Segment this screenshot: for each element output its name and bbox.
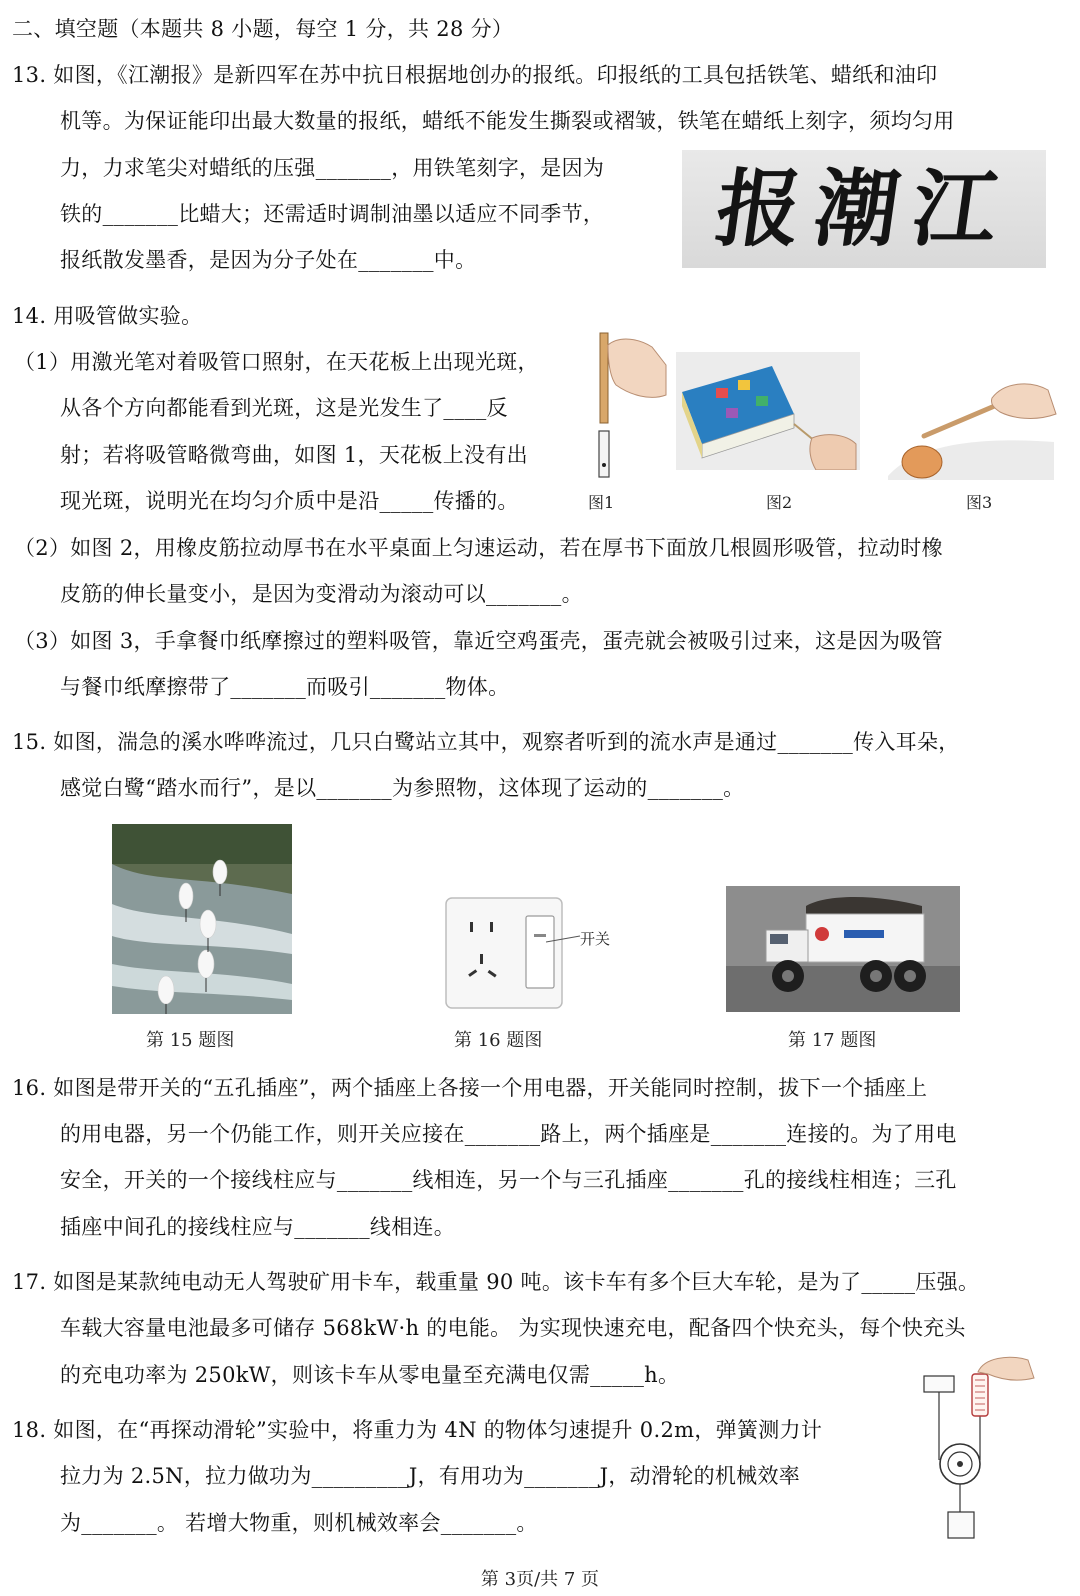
jiangchao-newspaper-title-image [682, 150, 1046, 268]
page-footer: 第 3页/共 7 页 [480, 1569, 600, 1590]
q14-line-1: 14. 用吸管做实验。 [12, 304, 203, 328]
q17-line-1: 17. 如图是某款纯电动无人驾驶矿用卡车，载重量 90 吨。该卡车有多个巨大车轮，是为了_____压强。 [12, 1270, 980, 1294]
figure-3-straw-eggshell [884, 376, 1060, 484]
q13-line-3: 力，力求笔尖对蜡纸的压强_______，用铁笔刻字，是因为 [60, 156, 605, 180]
figure-1-straw [590, 325, 670, 485]
section-header: 二、填空题（本题共 8 小题，每空 1 分，共 28 分） [12, 17, 514, 41]
q17-line-2: 车载大容量电池最多可储存 568kW·h 的电能。 为实现快速充电，配备四个快充头，每个快充头 [60, 1316, 966, 1340]
switch-label: 开关 [580, 930, 611, 948]
q14-part3-line-2: 与餐巾纸摩擦带了_______而吸引_______物体。 [60, 675, 510, 699]
figure-16-caption: 第 16 题图 [454, 1030, 543, 1051]
q15-line-2: 感觉白鹭“踏水而行”，是以_______为参照物，这体现了运动的_______。 [60, 776, 745, 800]
q14-part1-line-4: 现光斑，说明光在均匀介质中是沿_____传播的。 [60, 489, 519, 513]
figure-16-five-hole-socket [444, 892, 568, 1012]
figure-17-mining-truck [726, 886, 960, 1012]
q16-line-1: 16. 如图是带开关的“五孔插座”，两个插座上各接一个用电器，开关能同时控制，拔下一个插座上 [12, 1076, 928, 1100]
q13-line-5: 报纸散发墨香，是因为分子处在_______中。 [60, 248, 477, 272]
figure-3-label: 图3 [966, 493, 993, 512]
q14-part1-line-2: 从各个方向都能看到光斑，这是光发生了____反 [60, 396, 508, 420]
q14-part1-line-3: 射；若将吸管略微弯曲，如图 1，天花板上没有出 [60, 443, 528, 467]
q16-line-3: 安全，开关的一个接线柱应与_______线相连，另一个与三孔插座_______孔的接线柱相连；三孔 [60, 1168, 957, 1192]
figure-18-movable-pulley [918, 1352, 1038, 1542]
calligraphy-title: 报潮江 [710, 159, 1019, 258]
q16-line-2: 的用电器，另一个仍能工作，则开关应接在_______路上，两个插座是_______连接的。为了用电 [60, 1122, 957, 1146]
q14-part1-line-1: （1）用激光笔对着吸管口照射，在天花板上出现光斑， [14, 350, 539, 374]
figure-1-label: 图1 [588, 493, 615, 512]
q15-line-1: 15. 如图，湍急的溪水哗哗流过，几只白鹭站立其中，观察者听到的流水声是通过_______传入耳朵， [12, 730, 960, 754]
q14-part3-line-1: （3）如图 3，手拿餐巾纸摩擦过的塑料吸管，靠近空鸡蛋壳，蛋壳就会被吸引过来，这是因为吸管 [14, 629, 943, 653]
q14-part2-line-2: 皮筋的伸长量变小，是因为变滑动为滚动可以_______。 [60, 582, 583, 606]
figure-15-stream-egrets [112, 824, 292, 1014]
q17-line-3: 的充电功率为 250kW，则该卡车从零电量至充满电仅需_____h。 [60, 1363, 680, 1387]
q13-line-2: 机等。为保证能印出最大数量的报纸，蜡纸不能发生撕裂或褶皱，铁笔在蜡纸上刻字，须均匀用 [60, 109, 955, 133]
figure-15-caption: 第 15 题图 [146, 1030, 235, 1051]
q13-line-1: 13. 如图，《江潮报》是新四军在苏中抗日根据地创办的报纸。印报纸的工具包括铁笔、蜡纸和油印 [12, 63, 938, 87]
q18-line-2: 拉力为 2.5N，拉力做功为_________J，有用功为_______J，动滑轮的机械效率 [60, 1464, 801, 1488]
figure-17-caption: 第 17 题图 [788, 1030, 877, 1051]
figure-2-book-rubber-band [676, 352, 860, 470]
q14-part2-line-1: （2）如图 2，用橡皮筋拉动厚书在水平桌面上匀速运动，若在厚书下面放几根圆形吸管，拉动时橡 [14, 536, 943, 560]
q18-line-3: 为_______。 若增大物重，则机械效率会_______。 [60, 1511, 538, 1535]
q13-line-4: 铁的_______比蜡大；还需适时调制油墨以适应不同季节， [60, 202, 605, 226]
q18-line-1: 18. 如图，在“再探动滑轮”实验中，将重力为 4N 的物体匀速提升 0.2m，弹簧测力计 [12, 1418, 823, 1442]
switch-pointer-line [546, 932, 582, 944]
q16-line-4: 插座中间孔的接线柱应与_______线相连。 [60, 1215, 456, 1239]
figure-2-label: 图2 [766, 493, 793, 512]
